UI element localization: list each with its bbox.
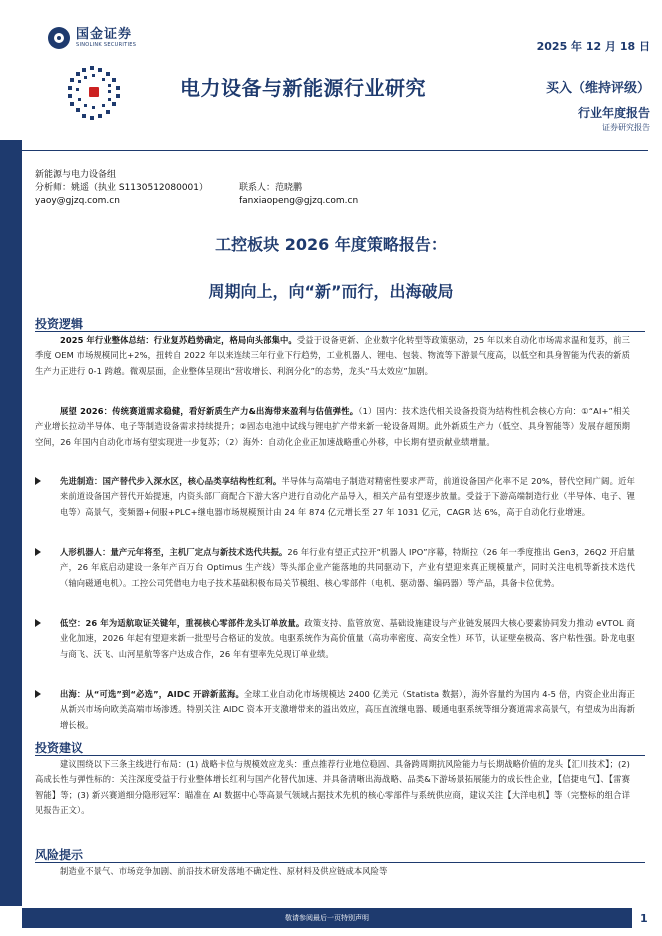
logic-paragraph-2 — [35, 404, 630, 450]
section-title-risk: 风险提示 — [35, 848, 84, 862]
bullet-4-lead: 出海：从“可选”到“必选”，AIDC 开辟新蓝海。 — [60, 689, 244, 699]
bullet-arrow-icon — [35, 619, 41, 627]
analyst-name: 分析师：姚遥（执业 S1130512080001） — [35, 183, 209, 193]
section-divider-advice — [35, 755, 645, 756]
brand-name-cn: 国金证券 — [76, 26, 133, 42]
logic-bullet-overseas — [35, 687, 635, 733]
sinolink-logo-icon — [48, 27, 70, 49]
logic-bullet-low-altitude — [35, 616, 635, 662]
logic-p2-lead: 展望 2026：传统赛道需求稳健，看好新质生产力&出海带来盈利与估值弹性。 — [60, 406, 359, 416]
brand — [48, 27, 136, 49]
header-divider — [22, 150, 648, 151]
analyst-group: 新能源与电力设备组 — [35, 170, 117, 180]
brand-name-en: SINOLINK SECURITIES — [76, 41, 137, 48]
section-divider-logic — [35, 331, 645, 332]
report-header — [0, 0, 662, 140]
section-divider-risk — [35, 862, 645, 863]
analyst-block — [35, 169, 358, 208]
logic-p1-body: 受益于设备更新、企业数字化转型等政策驱动，25 年以来自动化市场需求温和复苏，前三季度 OEM 市场规模同比+2%，扭转自 2022 年以来连续三年行业下行趋势，工业机器人、锂电、包装、物流等下游景气度高，以低空和具身智能为代表的新质生产力正进行 0-1 跨越。微观层面，企业整体呈现出“营收增长、利润分化”的态势，龙头“马太效应”加剧。 — [35, 335, 630, 376]
bullet-2-body: 26 年行业有望正式拉开“机器人 IPO”序幕，特斯拉（26 年一季度推出 Gen3，26Q2 开启量产，26 年底启动建设一条年产百万台 Optimus 生产线）等头部企业产能落地的共同驱动下，产业有望迎来真正规模量产，同时关注电机等新技术迭代（轴向磁通电机）。工控公司凭借电力电子技术基础积极布局关节模组、核心零部件（电机、驱动器、编码器）等产品，具备卡位优势。 — [60, 547, 636, 588]
bullet-arrow-icon — [35, 690, 41, 698]
section-title-advice: 投资建议 — [35, 741, 84, 755]
logic-bullet-humanoid-robot — [35, 545, 635, 591]
contact-email[interactable]: fanxiaopeng@gjzq.com.cn — [239, 196, 359, 206]
analyst-email[interactable]: yaoy@gjzq.com.cn — [35, 196, 120, 206]
contact-name: 联系人：范晓鹏 — [239, 183, 303, 193]
logic-p1-lead: 2025 年行业整体总结：行业复苏趋势确定，格局向头部集中。 — [60, 335, 297, 345]
logic-p2-body: （1）国内：技术迭代相关设备投资为结构性机会核心方向：①“AI+”相关产业增长拉动半导体、电子等制造设备需求持续提升；②固态电池中试线与锂电扩产带来新一轮设备周期。此外新质生产力（低空、具身智能等）发展存超预期空间，26 年国内自动化市场有望实现进一步复苏；（2）海外：自动化企业正加速战略重心外移，中长期有望贡献业绩增量。 — [35, 406, 630, 447]
risk-paragraph: 制造业不景气、市场竞争加剧、前沿技术研发落地不确定性、原材料及供应链成本风险等 — [60, 866, 388, 876]
logic-bullet-advanced-manufacturing — [35, 474, 635, 520]
bullet-arrow-icon — [35, 477, 41, 485]
section-title-logic: 投资逻辑 — [35, 317, 84, 331]
report-date: 2025 年 12 月 18 日 — [536, 40, 650, 53]
rating-badge: 买入（维持评级） — [545, 81, 650, 96]
bullet-4-body: 全球工业自动化市场规模达 2400 亿美元（Statista 数据），海外容量约为国内 4-5 倍，内资企业出海正从新兴市场向欧美高端市场渗透。特别关注 AIDC 资本开支激增带来的溢出效应，高压直流继电器、暖通电驱系统等细分赛道需求高景气，有望成为出海新增长极。 — [60, 689, 636, 730]
footer-disclaimer[interactable]: 敬请参阅最后一页特别声明 — [22, 908, 632, 928]
bullet-3-body: 政策支持、监管放宽、基础设施建设与产业链发展四大核心要素协同发力推动 eVTOL 商业化加速，2026 年起有望迎来新一批型号合格证的发放。电驱系统作为高价值量（高功率密度、高安全性）环节，认证壁垒极高、客户粘性强。卧龙电驱与商飞、沃飞、山河星航等客户达成合作，26 年有望率先兑现订单业绩。 — [60, 618, 635, 659]
bullet-1-lead: 先进制造：国产替代步入深水区，核心品类享结构性红利。 — [60, 476, 282, 486]
report-subtitle: 证券研究报告 — [602, 123, 650, 132]
bullet-3-lead: 低空：26 年为适航取证关键年，重视核心零部件龙头订单放量。 — [60, 618, 305, 628]
bullet-2-lead: 人形机器人：量产元年将至，主机厂定点与新技术迭代共振。 — [60, 547, 288, 557]
bullet-arrow-icon — [35, 548, 41, 556]
qr-code-icon — [62, 60, 126, 124]
report-type: 行业年度报告 — [577, 106, 650, 120]
page-number: 1 — [640, 912, 648, 925]
logic-paragraph-1 — [35, 333, 630, 379]
bullet-1-body: 半导体与高端电子制造对精密性要求严苛，前道设备国产化率不足 20%，替代空间广阔。近年来前道设备国产替代开始提速，内资头部厂商配合下游大客户进行自动化产品导入，相关产品有望逐步放量。受益于下游高端制造行业（半导体、电子、锂电等）高景气，变频器+伺服+PLC+继电器市场规模预计由 24 年 874 亿元增长至 27 年 1031 亿元，CAGR 达 6%，高于自动化行业增速。 — [60, 476, 635, 517]
qr-center-logo — [87, 85, 101, 99]
report-subject-line1: 工控板块 2026 年度策略报告： — [215, 235, 447, 254]
report-subject-line2: 周期向上，向“新”而行，出海破局 — [208, 282, 454, 301]
advice-paragraph: 建议围绕以下三条主线进行布局：(1) 战略卡位与规模效应龙头：重点推荐行业地位稳固、具备跨周期抗风险能力与长期战略价值的龙头【汇川技术】；(2) 高成长性与弹性标的：关注深度受益于行业整体增长红利与国产化替代加速、并具备清晰出海战略、品类&下游场景拓展能力的成长性企业，【信捷电气】、【雷赛智能】等；(3) 新兴赛道细分隐形冠军：瞄准在 AI 数据中心等高景气领域占据技术先机的核心零部件与系统供应商，建议关注【大洋电机】等（完整标的组合详见报告正文）。 — [35, 759, 630, 816]
report-title: 电力设备与新能源行业研究 — [180, 76, 426, 100]
brand-text — [76, 28, 136, 49]
